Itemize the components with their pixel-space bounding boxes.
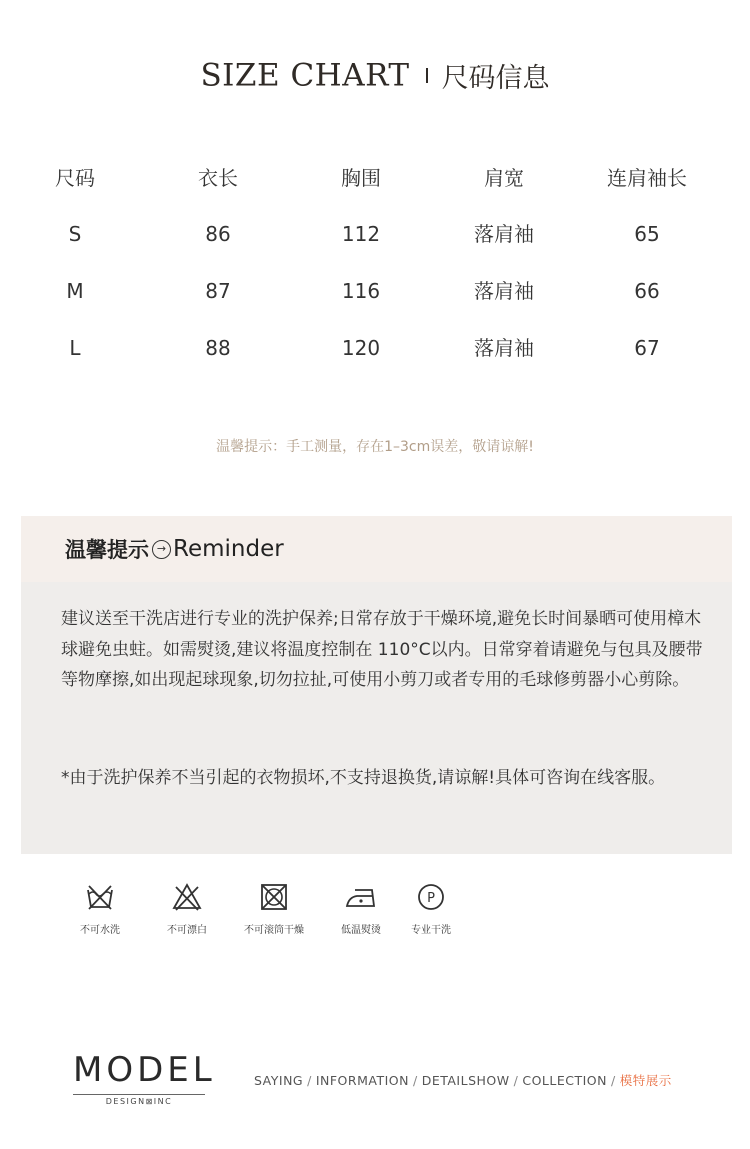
nav-separator: / [610, 1073, 616, 1088]
reminder-title-zh: 温馨提示 [65, 538, 149, 562]
size-table-cell: 116 [341, 279, 381, 303]
brand-subtitle: DESIGN⊠INC [105, 1097, 173, 1106]
size-table-cell: 65 [634, 222, 660, 246]
size-table-cell: S [68, 222, 82, 246]
no-tumble-dry-icon [259, 882, 289, 912]
footer-nav [254, 1071, 672, 1089]
title-divider [426, 68, 428, 83]
size-table-header-cell: 胸围 [341, 166, 381, 190]
nav-separator: / [513, 1073, 519, 1088]
size-table-cell: 88 [205, 336, 231, 360]
footer-nav-item[interactable]: INFORMATION [315, 1073, 409, 1088]
brand-name: MODEL [73, 1050, 216, 1090]
footer-nav-item[interactable]: COLLECTION [522, 1073, 607, 1088]
dry-clean-icon [416, 882, 446, 912]
care-icons-row [0, 882, 750, 952]
care-label: 专业干洗 [411, 925, 451, 936]
size-table-cell: 落肩袖 [474, 279, 534, 303]
size-table-cell: 86 [205, 222, 231, 246]
size-table-cell: 120 [341, 336, 381, 360]
footer-nav-item[interactable]: 模特展示 [619, 1073, 672, 1088]
size-table-cell: 87 [205, 279, 231, 303]
size-table-cell: L [69, 336, 81, 360]
arrow-right-circle-icon: → [152, 540, 171, 559]
size-table-cell: 落肩袖 [474, 222, 534, 246]
title-zh: 尺码信息 [441, 63, 550, 94]
nav-separator: / [307, 1073, 312, 1088]
size-table-cell: 67 [634, 336, 660, 360]
size-table-cell: 落肩袖 [474, 336, 534, 360]
nav-separator: / [412, 1073, 418, 1088]
care-label: 不可漂白 [167, 925, 207, 936]
size-table-row [0, 216, 750, 252]
care-item-no-tumble-dry [229, 882, 319, 936]
footer-nav-item[interactable]: DETAILSHOW [421, 1073, 510, 1088]
size-table-header-cell: 肩宽 [484, 166, 524, 190]
size-table-cell: M [66, 279, 84, 303]
low-iron-icon [344, 882, 378, 912]
size-table-row [0, 330, 750, 366]
care-item-no-bleach [142, 882, 232, 936]
care-item-no-wash [55, 882, 145, 936]
size-table-header-cell: 衣长 [198, 166, 238, 190]
size-table-cell: 112 [341, 222, 381, 246]
size-table-cell: 66 [634, 279, 660, 303]
dry-clean-glyph: P [427, 891, 435, 906]
page-title [0, 56, 750, 95]
care-item-dry-clean [386, 882, 476, 936]
size-table-header-cell: 连肩袖长 [607, 166, 687, 190]
reminder-body [21, 582, 732, 854]
no-bleach-icon [172, 882, 202, 912]
size-table-row [0, 273, 750, 309]
brand-logo [73, 1050, 216, 1106]
care-label: 不可滚筒干燥 [244, 925, 304, 936]
footer-nav-item[interactable]: SAYING [254, 1073, 304, 1088]
care-label: 低温熨烫 [341, 925, 381, 936]
measure-note: 温馨提示：手工测量，存在1–3cm误差，敬请谅解! [216, 439, 534, 455]
reminder-paragraph-return: *由于洗护保养不当引起的衣物损坏,不支持退换货,请谅解!具体可咨询在线客服。 [61, 768, 666, 788]
reminder-paragraph-care: 建议送至干洗店进行专业的洗护保养;日常存放于干燥环境,避免长时间暴晒可使用樟木球避免虫蛀。如需熨烫,建议将温度控制在 110°C以内。日常穿着请避免与包具及腰带等物摩擦,如出现起球现象,切勿拉扯,可使用小剪刀或者专用的毛球修剪器小心剪除。 [61, 609, 703, 690]
no-wash-icon [85, 882, 115, 912]
care-label: 不可水洗 [80, 925, 120, 936]
size-table-header [0, 160, 750, 196]
reminder-header [21, 516, 732, 582]
title-en: SIZE CHART [200, 57, 410, 94]
size-table-header-cell: 尺码 [55, 166, 95, 190]
reminder-title-en: Reminder [173, 536, 284, 562]
